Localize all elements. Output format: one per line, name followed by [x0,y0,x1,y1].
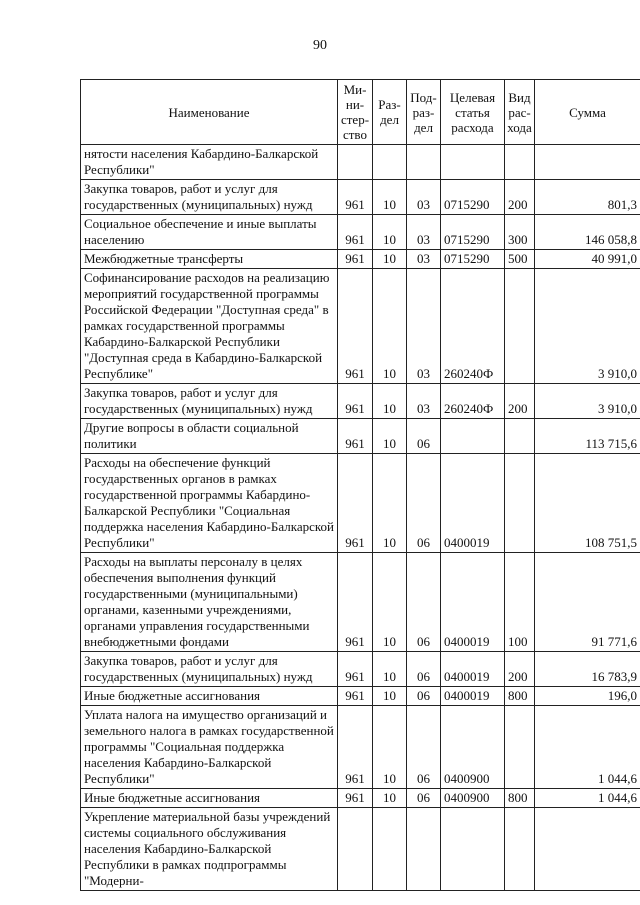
header-sum: Сумма [535,80,640,145]
cell-ministry: 961 [338,269,373,384]
cell-kind [505,808,535,891]
cell-ministry [338,145,373,180]
cell-kind: 800 [505,789,535,808]
cell-sum: 91 771,6 [535,553,640,652]
cell-kind: 200 [505,384,535,419]
cell-section: 10 [373,180,407,215]
cell-name: Другие вопросы в области социальной политики [81,419,338,454]
page-number: 90 [313,38,327,53]
header-target: Целевая статья расхода [441,80,505,145]
cell-subsection: 06 [407,789,441,808]
cell-subsection: 06 [407,553,441,652]
cell-sum: 108 751,5 [535,454,640,553]
cell-target: 0400900 [441,789,505,808]
table-row [81,808,640,891]
table-row [81,180,640,215]
cell-target: 0400019 [441,454,505,553]
cell-target: 0400900 [441,706,505,789]
header-name: Наименование [81,80,338,145]
table-row [81,454,640,553]
cell-subsection: 06 [407,706,441,789]
cell-section [373,145,407,180]
cell-sum: 16 783,9 [535,652,640,687]
cell-section: 10 [373,419,407,454]
cell-name: Закупка товаров, работ и услуг для государственных (муниципальных) нужд [81,652,338,687]
cell-ministry: 961 [338,454,373,553]
cell-subsection [407,808,441,891]
cell-target: 0400019 [441,553,505,652]
cell-sum: 40 991,0 [535,250,640,269]
cell-kind: 100 [505,553,535,652]
cell-name: Уплата налога на имущество организаций и земельного налога в рамках государственной программы "Социальная поддержка населения Кабардино-Балкарской Республики" [81,706,338,789]
cell-target: 0715290 [441,215,505,250]
table-row [81,652,640,687]
cell-subsection: 06 [407,454,441,553]
cell-kind [505,706,535,789]
cell-target: 260240Ф [441,384,505,419]
cell-target [441,808,505,891]
cell-section: 10 [373,789,407,808]
cell-subsection: 03 [407,250,441,269]
cell-ministry: 961 [338,687,373,706]
cell-section: 10 [373,215,407,250]
cell-sum: 3 910,0 [535,269,640,384]
cell-ministry: 961 [338,706,373,789]
cell-kind [505,145,535,180]
cell-target: 0715290 [441,180,505,215]
cell-ministry: 961 [338,419,373,454]
table-row [81,215,640,250]
cell-sum: 196,0 [535,687,640,706]
cell-sum: 1 044,6 [535,789,640,808]
cell-subsection: 06 [407,419,441,454]
cell-ministry: 961 [338,250,373,269]
cell-kind: 200 [505,652,535,687]
cell-subsection: 06 [407,687,441,706]
cell-section: 10 [373,553,407,652]
cell-name: Межбюджетные трансферты [81,250,338,269]
table-row [81,269,640,384]
cell-subsection: 03 [407,215,441,250]
cell-ministry: 961 [338,789,373,808]
cell-name: Закупка товаров, работ и услуг для государственных (муниципальных) нужд [81,384,338,419]
cell-kind: 500 [505,250,535,269]
cell-sum [535,808,640,891]
cell-section: 10 [373,652,407,687]
cell-name: нятости населения Кабардино-Балкарской Республики" [81,145,338,180]
header-section: Раз- дел [373,80,407,145]
cell-name: Расходы на выплаты персоналу в целях обеспечения выполнения функций государственными (муниципальными) органами, казенными учреждениями, органами управления государственными внебюджетными фондами [81,553,338,652]
table-row [81,250,640,269]
cell-name: Расходы на обеспечение функций государственных органов в рамках государственной программы Кабардино-Балкарской Республики "Социальная поддержка населения Кабардино-Балкарской Республики" [81,454,338,553]
cell-subsection: 03 [407,269,441,384]
cell-ministry: 961 [338,384,373,419]
header-kind: Вид рас- хода [505,80,535,145]
cell-sum: 801,3 [535,180,640,215]
cell-ministry [338,808,373,891]
table-row [81,789,640,808]
cell-name: Иные бюджетные ассигнования [81,789,338,808]
cell-kind [505,454,535,553]
cell-target: 0715290 [441,250,505,269]
cell-name: Укрепление материальной базы учреждений системы социального обслуживания населения Кабардино-Балкарской Республики в рамках подпрограммы "Модерни- [81,808,338,891]
cell-ministry: 961 [338,215,373,250]
cell-target: 0400019 [441,652,505,687]
cell-subsection: 06 [407,652,441,687]
cell-subsection: 03 [407,180,441,215]
cell-kind [505,419,535,454]
budget-table [80,79,640,891]
table-row [81,706,640,789]
cell-section: 10 [373,269,407,384]
cell-name: Иные бюджетные ассигнования [81,687,338,706]
table-header-row [81,80,640,145]
table-row [81,384,640,419]
cell-section: 10 [373,706,407,789]
cell-ministry: 961 [338,652,373,687]
cell-ministry: 961 [338,553,373,652]
cell-target [441,419,505,454]
cell-section [373,808,407,891]
cell-name: Софинансирование расходов на реализацию мероприятий государственной программы Российской Федерации "Доступная среда" в рамках государственной программы Кабардино-Балкарской Республики "Доступная среда в Кабардино-Балкарской Республике" [81,269,338,384]
cell-sum: 1 044,6 [535,706,640,789]
table-row [81,145,640,180]
cell-name: Социальное обеспечение и иные выплаты населению [81,215,338,250]
cell-sum: 146 058,8 [535,215,640,250]
cell-target [441,145,505,180]
table-row [81,553,640,652]
cell-kind: 800 [505,687,535,706]
cell-ministry: 961 [338,180,373,215]
cell-sum [535,145,640,180]
cell-sum: 113 715,6 [535,419,640,454]
cell-sum: 3 910,0 [535,384,640,419]
cell-section: 10 [373,384,407,419]
cell-subsection [407,145,441,180]
cell-kind: 200 [505,180,535,215]
header-ministry: Ми- ни- стер- ство [338,80,373,145]
cell-name: Закупка товаров, работ и услуг для государственных (муниципальных) нужд [81,180,338,215]
cell-kind [505,269,535,384]
cell-kind: 300 [505,215,535,250]
cell-target: 260240Ф [441,269,505,384]
cell-subsection: 03 [407,384,441,419]
table-row [81,687,640,706]
header-subsection: Под- раз- дел [407,80,441,145]
cell-target: 0400019 [441,687,505,706]
cell-section: 10 [373,250,407,269]
cell-section: 10 [373,687,407,706]
table-row [81,419,640,454]
cell-section: 10 [373,454,407,553]
